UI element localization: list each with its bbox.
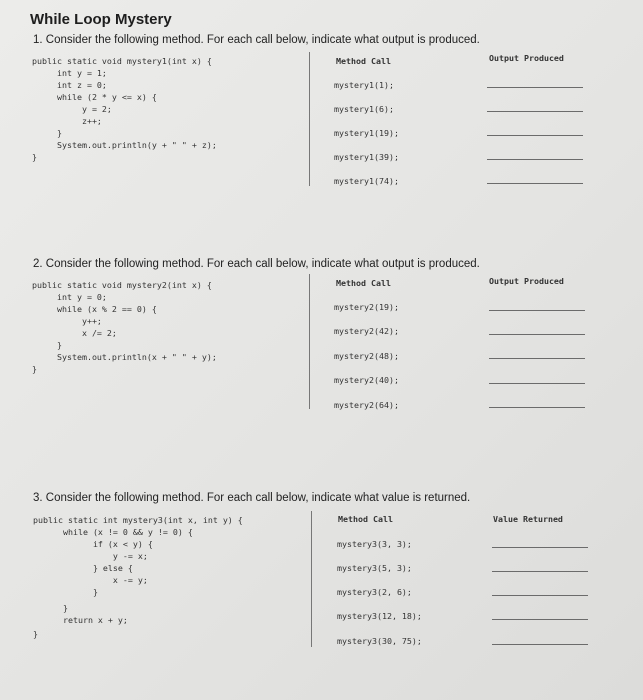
q1-code-line: z++; [32, 116, 102, 126]
q2-call: mystery2(19); [334, 302, 399, 312]
q1-call: mystery1(6); [334, 104, 394, 114]
q3-answer-blank[interactable] [492, 595, 588, 596]
q3-prompt: 3. Consider the following method. For each call below, indicate what value is returned. [33, 492, 471, 504]
q1-code-line: } [32, 128, 62, 138]
q3-call: mystery3(2, 6); [337, 587, 412, 597]
q2-method-call-header: Method Call [336, 278, 391, 288]
q3-code-line: return x + y; [33, 615, 128, 625]
q2-answer-blank[interactable] [489, 310, 585, 311]
q2-code-line: while (x % 2 == 0) { [32, 304, 157, 314]
page-title: While Loop Mystery [30, 11, 172, 28]
q2-code-line: y++; [32, 316, 102, 326]
q1-code-line: } [32, 152, 37, 162]
q1-output-header: Output Produced [489, 53, 564, 63]
q2-answer-blank[interactable] [489, 407, 585, 408]
q3-call: mystery3(3, 3); [337, 539, 412, 549]
q3-code-line: } [33, 603, 68, 613]
q2-column-divider [309, 274, 310, 409]
q1-call: mystery1(1); [334, 80, 394, 90]
q3-answer-blank[interactable] [492, 571, 588, 572]
q1-method-call-header: Method Call [336, 56, 391, 66]
q1-answer-blank[interactable] [487, 111, 583, 112]
q1-call: mystery1(74); [334, 176, 399, 186]
q1-answer-blank[interactable] [487, 159, 583, 160]
q1-answer-blank[interactable] [487, 87, 583, 88]
q1-code-line: y = 2; [32, 104, 112, 114]
q1-code-line: int y = 1; [32, 68, 107, 78]
q3-code-line: x -= y; [33, 575, 148, 585]
q1-call: mystery1(19); [334, 128, 399, 138]
q2-code-line: } [32, 340, 62, 350]
q3-code-line: } else { [33, 563, 133, 573]
q1-code-line: while (2 * y <= x) { [32, 92, 157, 102]
q1-code-line: System.out.println(y + " " + z); [32, 140, 217, 150]
q1-column-divider [309, 52, 310, 186]
q3-call: mystery3(5, 3); [337, 563, 412, 573]
q2-answer-blank[interactable] [489, 334, 585, 335]
q3-code-line: y -= x; [33, 551, 148, 561]
q2-answer-blank[interactable] [489, 383, 585, 384]
q2-call: mystery2(40); [334, 375, 399, 385]
q2-code-line: } [32, 364, 37, 374]
q1-code-line: int z = 0; [32, 80, 107, 90]
q1-call: mystery1(39); [334, 152, 399, 162]
q3-answer-blank[interactable] [492, 619, 588, 620]
q2-call: mystery2(64); [334, 400, 399, 410]
q1-prompt: 1. Consider the following method. For each call below, indicate what output is produced. [33, 34, 480, 46]
q2-prompt: 2. Consider the following method. For each call below, indicate what output is produced. [33, 258, 480, 270]
q3-value-returned-header: Value Returned [493, 514, 563, 524]
q3-answer-blank[interactable] [492, 547, 588, 548]
q2-code-line: System.out.println(x + " " + y); [32, 352, 217, 362]
q3-call: mystery3(30, 75); [337, 636, 422, 646]
q3-call: mystery3(12, 18); [337, 611, 422, 621]
q2-call: mystery2(48); [334, 351, 399, 361]
q3-method-call-header: Method Call [338, 514, 393, 524]
q2-call: mystery2(42); [334, 326, 399, 336]
q3-code-line: public static int mystery3(int x, int y) { [33, 515, 243, 525]
q3-answer-blank[interactable] [492, 644, 588, 645]
q3-code-line: if (x < y) { [33, 539, 153, 549]
q1-answer-blank[interactable] [487, 135, 583, 136]
q2-code-line: int y = 0; [32, 292, 107, 302]
q3-code-line: } [33, 587, 98, 597]
q2-answer-blank[interactable] [489, 358, 585, 359]
q3-code-line: while (x != 0 && y != 0) { [33, 527, 193, 537]
q2-output-header: Output Produced [489, 276, 564, 286]
q3-column-divider [311, 511, 312, 647]
q2-code-line: public static void mystery2(int x) { [32, 280, 212, 290]
q3-code-line: } [33, 629, 38, 639]
q1-code-line: public static void mystery1(int x) { [32, 56, 212, 66]
q2-code-line: x /= 2; [32, 328, 117, 338]
q1-answer-blank[interactable] [487, 183, 583, 184]
